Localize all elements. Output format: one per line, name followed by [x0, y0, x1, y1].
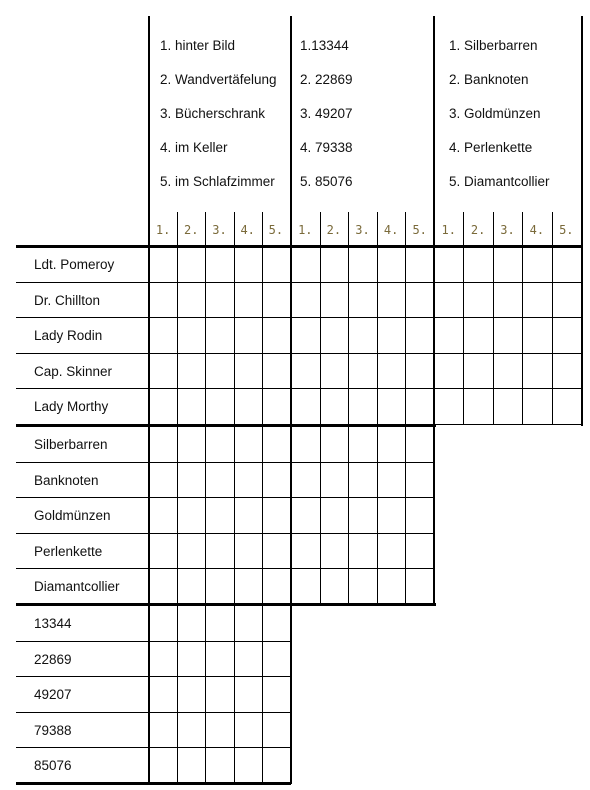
grid-cell[interactable]: [262, 676, 290, 712]
row-label-person-2: Dr. Chillton: [34, 292, 101, 308]
grid-cell[interactable]: [291, 533, 320, 569]
grid-border: [16, 424, 436, 427]
grid-cell[interactable]: [177, 388, 205, 424]
grid-cell[interactable]: [291, 282, 320, 318]
column-number-schatz-2: 2.: [470, 223, 486, 237]
row-label-schatz-2: Banknoten: [34, 472, 99, 488]
column-header-versteck-5: 5. im Schlafzimmer: [160, 174, 275, 189]
grid-cell[interactable]: [205, 712, 233, 748]
grid-cell[interactable]: [377, 317, 406, 353]
grid-line: [463, 212, 464, 424]
grid-cell[interactable]: [262, 568, 290, 604]
grid-cell[interactable]: [262, 605, 290, 641]
grid-cell[interactable]: [291, 426, 320, 462]
grid-line: [522, 212, 523, 424]
grid-line: [205, 212, 206, 783]
grid-cell[interactable]: [320, 426, 349, 462]
grid-cell[interactable]: [177, 246, 205, 282]
grid-cell[interactable]: [493, 282, 522, 318]
grid-cell[interactable]: [348, 533, 377, 569]
grid-cell[interactable]: [205, 676, 233, 712]
column-number-schatz-5: 5.: [559, 223, 574, 237]
row-label-person-4: Cap. Skinner: [34, 363, 113, 379]
grid-cell[interactable]: [291, 246, 320, 282]
grid-cell[interactable]: [205, 246, 233, 282]
column-header-schatz-4: 4. Perlenkette: [449, 140, 533, 155]
grid-cell[interactable]: [177, 317, 205, 353]
grid-cell[interactable]: [234, 462, 262, 498]
row-label-nummer-2: 22869: [34, 651, 72, 667]
grid-line: [16, 676, 290, 677]
grid-cell[interactable]: [348, 282, 377, 318]
grid-cell[interactable]: [149, 497, 177, 533]
grid-cell[interactable]: [234, 641, 262, 677]
grid-cell[interactable]: [149, 317, 177, 353]
row-label-schatz-3: Goldmünzen: [34, 508, 111, 524]
grid-line: [16, 497, 434, 498]
grid-cell[interactable]: [177, 282, 205, 318]
grid-cell[interactable]: [177, 641, 205, 677]
grid-line: [320, 212, 321, 604]
grid-cell[interactable]: [262, 246, 290, 282]
grid-cell[interactable]: [552, 353, 581, 389]
grid-cell[interactable]: [552, 388, 581, 424]
grid-cell[interactable]: [149, 462, 177, 498]
grid-cell[interactable]: [149, 641, 177, 677]
grid-line: [262, 212, 263, 783]
grid-cell[interactable]: [493, 246, 522, 282]
grid-cell[interactable]: [234, 568, 262, 604]
column-header-nummer-2: 2. 22869: [300, 72, 353, 87]
grid-cell[interactable]: [552, 282, 581, 318]
grid-cell[interactable]: [405, 426, 434, 462]
grid-line: [16, 568, 434, 569]
grid-cell[interactable]: [348, 388, 377, 424]
column-header-nummer-3: 3. 49207: [300, 106, 353, 121]
grid-cell[interactable]: [262, 497, 290, 533]
column-header-versteck-1: 1. hinter Bild: [160, 38, 236, 53]
grid-line: [16, 462, 434, 463]
column-header-schatz-5: 5. Diamantcollier: [449, 174, 550, 189]
grid-line: [377, 212, 378, 604]
column-number-schatz-1: 1.: [441, 223, 456, 237]
grid-cell[interactable]: [377, 388, 406, 424]
grid-cell[interactable]: [205, 747, 233, 783]
grid-cell[interactable]: [205, 605, 233, 641]
column-number-nummer-1: 1.: [298, 223, 313, 237]
grid-border: [290, 16, 292, 784]
grid-cell[interactable]: [377, 533, 406, 569]
column-number-versteck-2: 2.: [184, 223, 199, 237]
grid-cell[interactable]: [177, 712, 205, 748]
grid-line: [405, 212, 406, 604]
grid-line: [16, 747, 290, 748]
grid-cell[interactable]: [463, 388, 492, 424]
grid-cell[interactable]: [434, 388, 463, 424]
grid-cell[interactable]: [234, 533, 262, 569]
row-label-schatz-5: Diamantcollier: [34, 579, 120, 595]
column-number-versteck-3: 3.: [212, 223, 227, 237]
grid-cell[interactable]: [434, 282, 463, 318]
grid-cell[interactable]: [377, 353, 406, 389]
grid-line: [16, 388, 581, 389]
grid-cell[interactable]: [377, 246, 406, 282]
grid-cell[interactable]: [205, 317, 233, 353]
grid-cell[interactable]: [234, 246, 262, 282]
grid-cell[interactable]: [405, 462, 434, 498]
grid-cell[interactable]: [149, 282, 177, 318]
grid-cell[interactable]: [149, 747, 177, 783]
grid-cell[interactable]: [205, 641, 233, 677]
grid-cell[interactable]: [320, 497, 349, 533]
column-number-nummer-2: 2.: [326, 223, 342, 237]
grid-cell[interactable]: [234, 497, 262, 533]
grid-cell[interactable]: [234, 605, 262, 641]
grid-cell[interactable]: [291, 388, 320, 424]
column-header-versteck-2: 2. Wandvertäfelung: [160, 72, 277, 87]
grid-cell[interactable]: [205, 353, 233, 389]
grid-cell[interactable]: [262, 282, 290, 318]
column-number-nummer-4: 4.: [383, 223, 399, 237]
grid-cell[interactable]: [434, 246, 463, 282]
grid-cell[interactable]: [320, 568, 349, 604]
grid-line: [177, 212, 178, 783]
grid-cell[interactable]: [377, 426, 406, 462]
grid-cell[interactable]: [463, 353, 492, 389]
grid-cell[interactable]: [177, 426, 205, 462]
grid-cell[interactable]: [405, 353, 434, 389]
grid-cell[interactable]: [405, 282, 434, 318]
grid-line: [493, 212, 494, 424]
row-label-nummer-1: 13344: [34, 616, 72, 631]
grid-cell[interactable]: [348, 246, 377, 282]
grid-cell[interactable]: [522, 246, 551, 282]
grid-cell[interactable]: [463, 282, 492, 318]
grid-cell[interactable]: [522, 388, 551, 424]
row-label-schatz-4: Perlenkette: [34, 543, 103, 559]
grid-cell[interactable]: [405, 388, 434, 424]
grid-cell[interactable]: [405, 497, 434, 533]
grid-cell[interactable]: [234, 282, 262, 318]
column-number-versteck-4: 4.: [240, 223, 255, 237]
grid-line: [16, 353, 581, 354]
grid-line: [552, 212, 553, 424]
grid-cell[interactable]: [205, 426, 233, 462]
grid-cell[interactable]: [377, 462, 406, 498]
grid-cell[interactable]: [234, 747, 262, 783]
column-number-schatz-3: 3.: [500, 223, 515, 237]
grid-border: [16, 782, 291, 785]
grid-border: [433, 16, 435, 605]
grid-cell[interactable]: [377, 568, 406, 604]
row-label-nummer-5: 85076: [34, 758, 72, 774]
grid-cell[interactable]: [552, 246, 581, 282]
grid-line: [16, 533, 434, 534]
grid-cell[interactable]: [177, 605, 205, 641]
grid-cell[interactable]: [405, 317, 434, 353]
grid-cell[interactable]: [522, 317, 551, 353]
grid-cell[interactable]: [262, 317, 290, 353]
grid-cell[interactable]: [291, 317, 320, 353]
column-number-versteck-1: 1.: [155, 223, 171, 237]
grid-cell[interactable]: [149, 388, 177, 424]
grid-cell[interactable]: [434, 317, 463, 353]
column-number-versteck-5: 5.: [268, 223, 284, 237]
grid-cell[interactable]: [320, 317, 349, 353]
grid-cell[interactable]: [177, 676, 205, 712]
grid-cell[interactable]: [149, 676, 177, 712]
grid-cell[interactable]: [291, 497, 320, 533]
grid-border: [581, 16, 583, 426]
grid-line: [16, 712, 290, 713]
grid-cell[interactable]: [262, 533, 290, 569]
grid-cell[interactable]: [348, 426, 377, 462]
grid-cell[interactable]: [348, 568, 377, 604]
grid-cell[interactable]: [348, 317, 377, 353]
grid-line: [16, 641, 290, 642]
grid-cell[interactable]: [205, 497, 233, 533]
grid-cell[interactable]: [320, 353, 349, 389]
grid-cell[interactable]: [348, 462, 377, 498]
grid-cell[interactable]: [463, 246, 492, 282]
row-label-schatz-1: Silberbarren: [34, 437, 108, 452]
column-number-nummer-5: 5.: [412, 223, 427, 237]
grid-line: [16, 282, 581, 283]
grid-cell[interactable]: [262, 641, 290, 677]
grid-cell[interactable]: [377, 282, 406, 318]
column-header-versteck-4: 4. im Keller: [160, 140, 228, 155]
grid-cell[interactable]: [234, 676, 262, 712]
grid-cell[interactable]: [522, 353, 551, 389]
grid-cell[interactable]: [377, 497, 406, 533]
grid-cell[interactable]: [552, 317, 581, 353]
row-label-nummer-3: 49207: [34, 687, 72, 703]
grid-cell[interactable]: [177, 497, 205, 533]
grid-cell[interactable]: [149, 426, 177, 462]
grid-cell[interactable]: [149, 353, 177, 389]
grid-cell[interactable]: [177, 568, 205, 604]
grid-cell[interactable]: [262, 426, 290, 462]
grid-cell[interactable]: [149, 712, 177, 748]
grid-cell[interactable]: [262, 353, 290, 389]
grid-cell[interactable]: [205, 388, 233, 424]
column-header-schatz-3: 3. Goldmünzen: [449, 106, 541, 121]
grid-cell[interactable]: [434, 353, 463, 389]
grid-cell[interactable]: [149, 246, 177, 282]
grid-border: [434, 424, 583, 425]
grid-cell[interactable]: [177, 353, 205, 389]
grid-cell[interactable]: [348, 497, 377, 533]
grid-cell[interactable]: [493, 388, 522, 424]
grid-cell[interactable]: [320, 282, 349, 318]
column-header-nummer-1: 1.13344: [300, 38, 349, 53]
grid-cell[interactable]: [149, 568, 177, 604]
grid-cell[interactable]: [234, 388, 262, 424]
grid-line: [16, 317, 581, 318]
grid-cell[interactable]: [177, 747, 205, 783]
column-header-versteck-3: 3. Bücherschrank: [160, 106, 266, 121]
grid-cell[interactable]: [463, 317, 492, 353]
grid-cell[interactable]: [493, 317, 522, 353]
grid-cell[interactable]: [291, 568, 320, 604]
grid-border: [16, 603, 436, 606]
grid-cell[interactable]: [405, 533, 434, 569]
grid-line: [348, 212, 349, 604]
grid-cell[interactable]: [262, 462, 290, 498]
row-label-nummer-4: 79388: [34, 722, 72, 738]
grid-cell[interactable]: [291, 353, 320, 389]
column-number-schatz-4: 4.: [529, 223, 545, 237]
grid-cell[interactable]: [234, 353, 262, 389]
grid-cell[interactable]: [205, 462, 233, 498]
column-header-nummer-5: 5. 85076: [300, 174, 353, 189]
grid-cell[interactable]: [234, 712, 262, 748]
grid-cell[interactable]: [177, 533, 205, 569]
grid-cell[interactable]: [177, 462, 205, 498]
column-header-nummer-4: 4. 79338: [300, 140, 353, 155]
grid-cell[interactable]: [493, 353, 522, 389]
grid-border: [148, 16, 150, 784]
column-header-schatz-1: 1. Silberbarren: [449, 38, 538, 53]
grid-cell[interactable]: [320, 533, 349, 569]
grid-line: [234, 212, 235, 783]
column-header-schatz-2: 2. Banknoten: [449, 72, 529, 87]
column-number-nummer-3: 3.: [355, 223, 370, 237]
grid-cell[interactable]: [320, 462, 349, 498]
grid-cell[interactable]: [405, 246, 434, 282]
grid-cell[interactable]: [234, 317, 262, 353]
grid-cell[interactable]: [320, 388, 349, 424]
grid-cell[interactable]: [234, 426, 262, 462]
grid-cell[interactable]: [405, 568, 434, 604]
grid-cell[interactable]: [205, 282, 233, 318]
row-label-person-1: Ldt. Pomeroy: [34, 257, 115, 272]
grid-cell[interactable]: [522, 282, 551, 318]
grid-border: [16, 245, 583, 248]
grid-cell[interactable]: [348, 353, 377, 389]
row-label-person-3: Lady Rodin: [34, 328, 103, 344]
grid-cell[interactable]: [262, 712, 290, 748]
row-label-person-5: Lady Morthy: [34, 399, 109, 415]
grid-cell[interactable]: [262, 747, 290, 783]
grid-cell[interactable]: [205, 533, 233, 569]
grid-cell[interactable]: [320, 246, 349, 282]
grid-cell[interactable]: [291, 462, 320, 498]
grid-cell[interactable]: [205, 568, 233, 604]
grid-cell[interactable]: [262, 388, 290, 424]
grid-cell[interactable]: [149, 533, 177, 569]
grid-cell[interactable]: [149, 605, 177, 641]
